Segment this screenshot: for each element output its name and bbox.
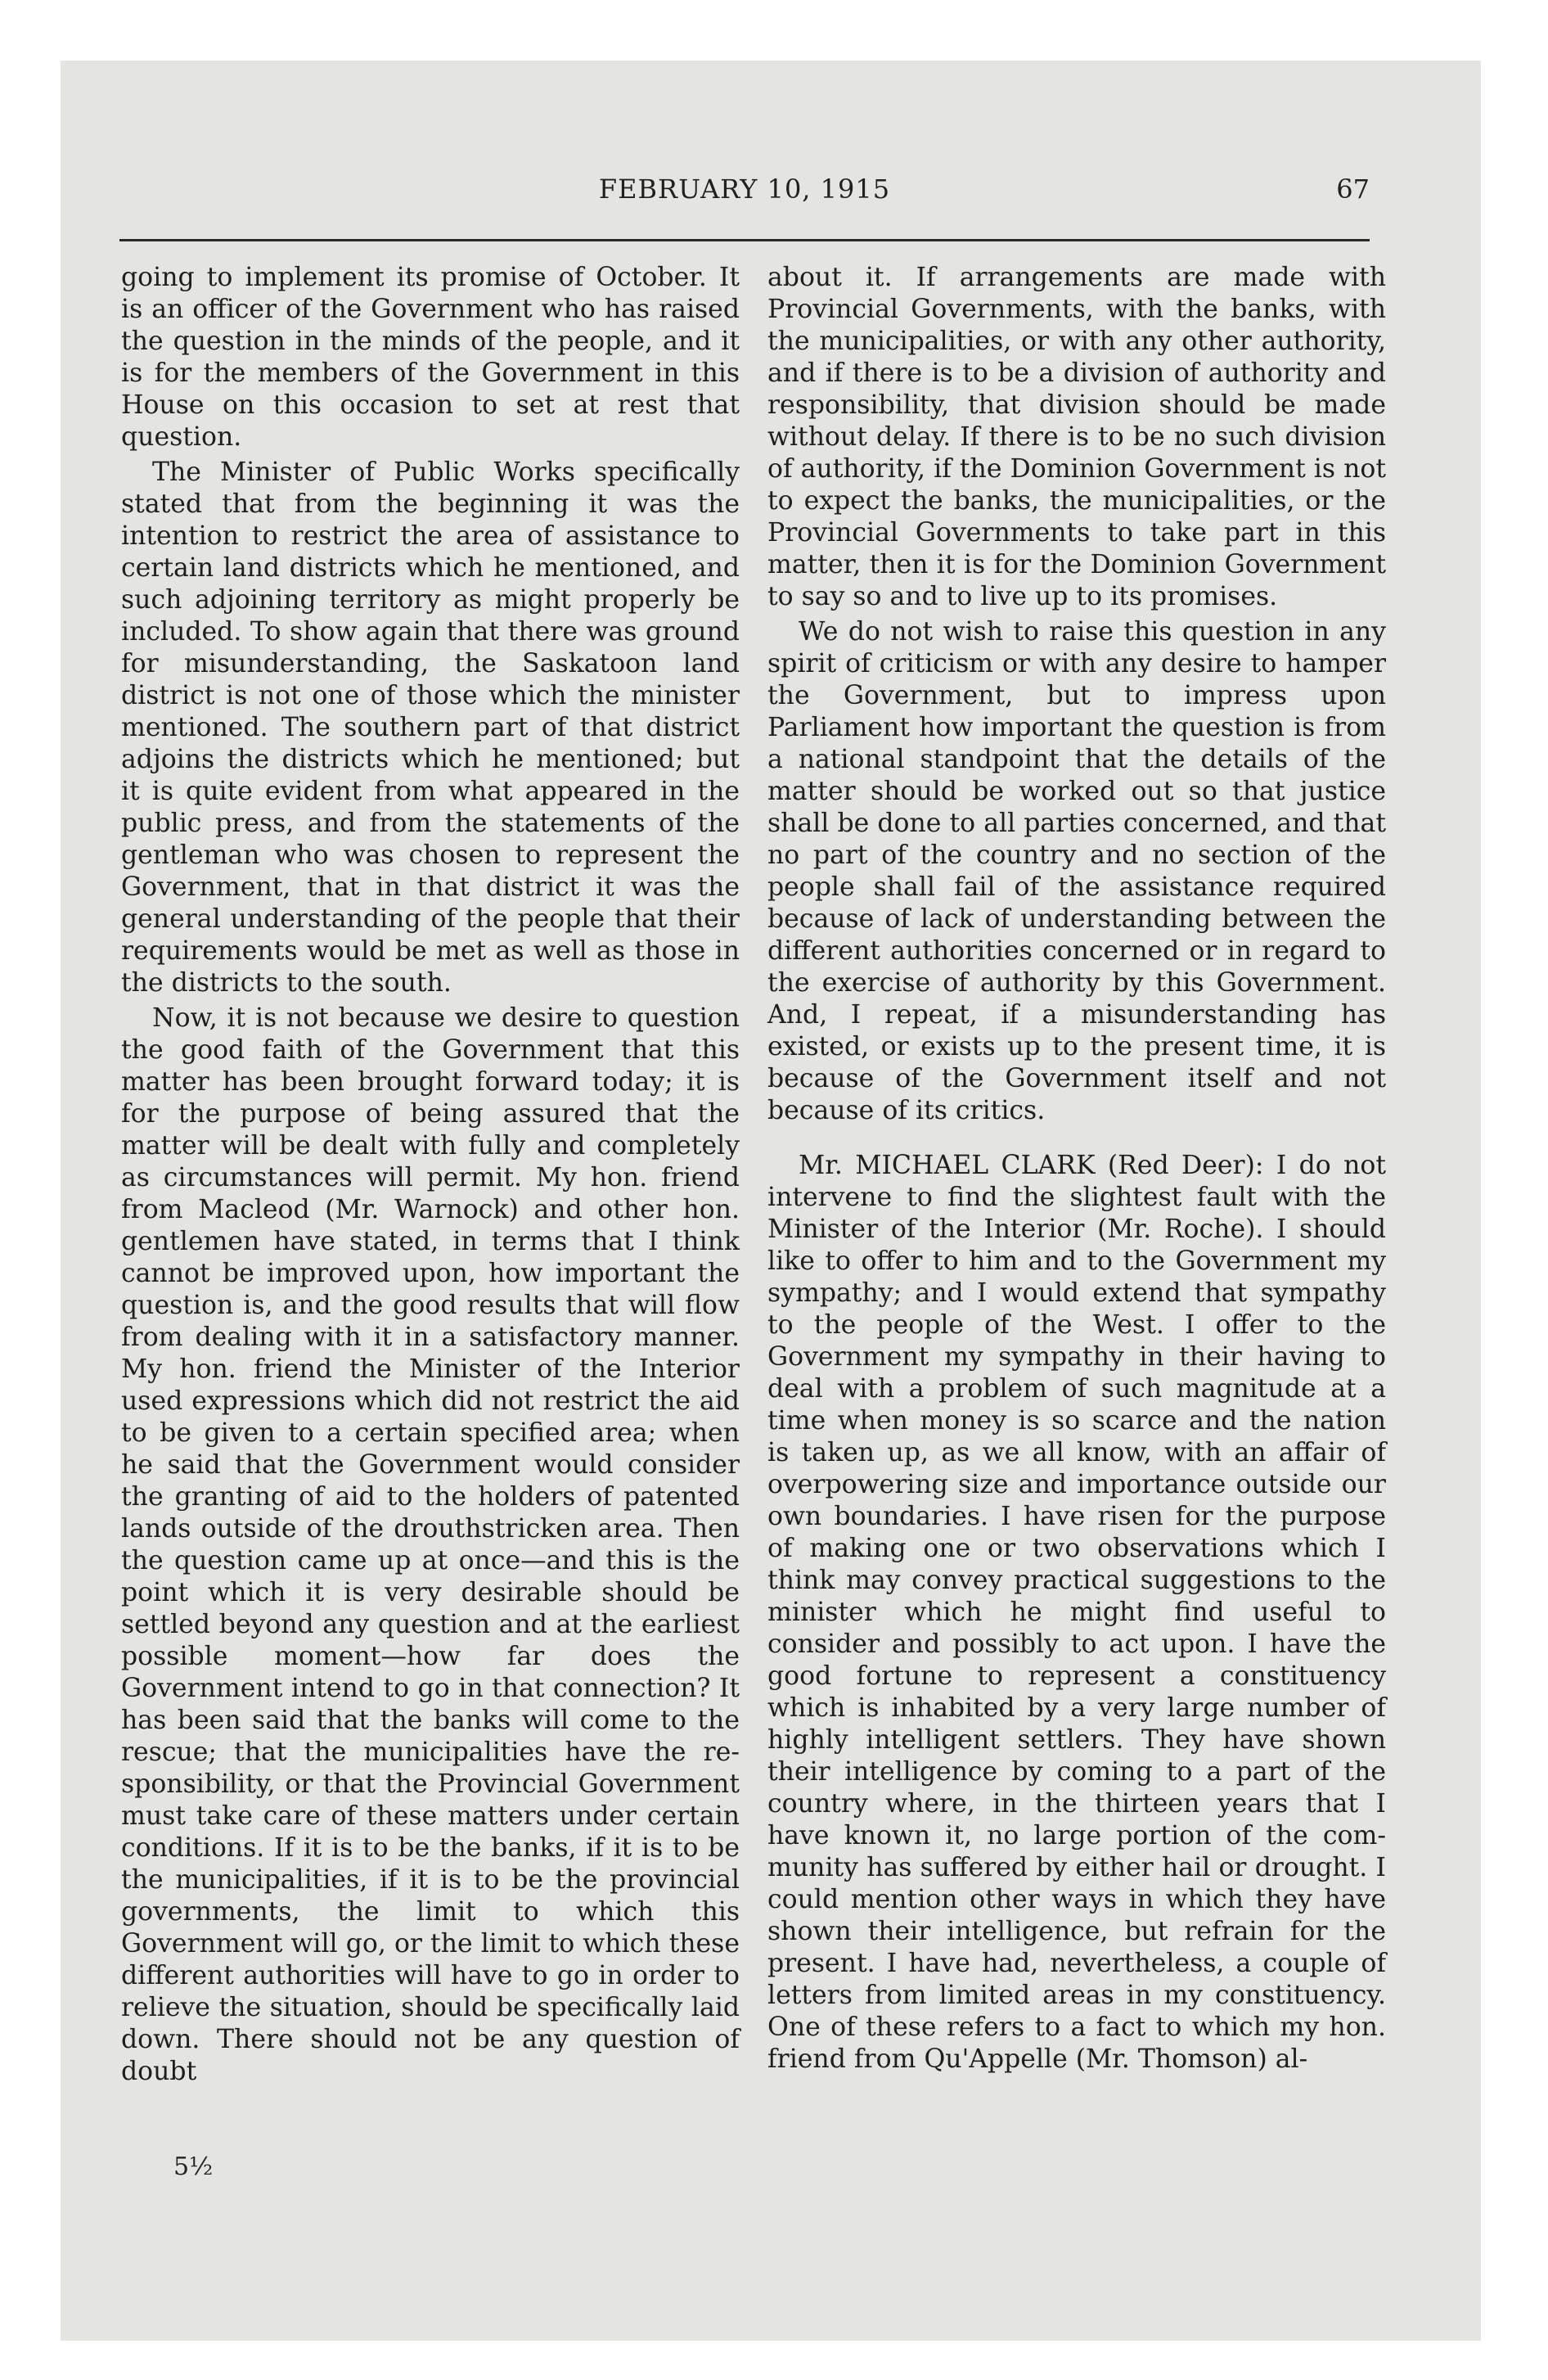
page-date-title: FEBRUARY 10, 1915 [598, 174, 891, 205]
speaker-paragraph: Mr. MICHAEL CLARK (Red Deer): I do not intervene to find the slightest fault with the Minister of the Interior (Mr. Roche). I should like to offer to him and to the Government my sympathy; and I would extend that sympathy to the people of the West. I offer to the Government my sympathy in their having to deal with a problem of such magnitude at a time when money is so scarce and the nation is taken up, as we all know, with an affair of overpowering size and importance outside our own boundaries. I have risen for the purpose of making one or two observations which I think may convey practical suggestions to the minister which he might find useful to consider and possibly to act upon. I have the good fortune to represent a constituency which is inhabited by a very large number of highly intelligent settlers. They have shown their intelligence by coming to a part of the country where, in the thirteen years that I have known it, no large portion of the community has suffered by either hail or drought. I could mention other ways in which they have shown their intelligence, but refrain for the present. I have had, nevertheless, a couple of letters from limited areas in my constituency. One of these refers to a fact to which my hon. friend from Qu'Appelle (Mr. Thomson) al- [767, 1151, 1386, 2074]
right-column [767, 262, 1386, 2076]
paragraph: Now, it is not because we desire to question the good faith of the Government that this matter has been brought forward today; it is for the purpose of being assured that the matter will be dealt with fully and completely as circumstances will permit. My hon. friend from Macleod (Mr. Warnock) and other hon. gentlemen have stated, in terms that I think cannot be improved upon, how important the question is, and the good results that will flow from dealing with it in a satisfactory manner. My hon. friend the Minister of the Interior used expressions which did not restrict the aid to be given to a certain specified area; when he said that the Government would consider the granting of aid to the holders of patented lands outside of the drouthstricken area. Then the question came up at once—and this is the point which it is very desirable should be settled beyond any question and at the earliest possible moment—how far does the Government intend to go in that connection? It has been said that the banks will come to the rescue; that the municipalities have the responsibility, or that the Provincial Government must take care of these matters under certain conditions. If it is to be the banks, if it is to be the municipalities, if it is to be the provincial governments, the limit to which this Government will go, or the limit to which these different authorities will have to go in order to relieve the situation, should be specifically laid down. There should not be any question of doubt [121, 1003, 740, 2086]
signature-mark: 5½ [173, 2152, 214, 2181]
paragraph: about it. If arrangements are made with Provincial Governments, with the banks, with the municipalities, or with any other authority, and if there is to be a division of authority and responsibility, that division should be made without delay. If there is to be no such division of authority, if the Dominion Government is not to expect the banks, the municipalities, or the Provincial Governments to take part in this matter, then it is for the Dominion Government to say so and to live up to its promises. [767, 263, 1386, 611]
header-rule [119, 239, 1370, 241]
page-number: 67 [1336, 174, 1370, 205]
page-header [119, 174, 1370, 213]
paragraph: The Minister of Public Works specifically stated that from the beginning it was the intention to restrict the area of assistance to certain land districts which he mentioned, and such adjoining territory as might properly be included. To show again that there was ground for misunderstanding, the Saskatoon land district is not one of those which the minister mentioned. The southern part of that district adjoins the districts which he mentioned; but it is quite evident from what appeared in the public press, and from the statements of the gentleman who was chosen to represent the Government, that in that district it was the general understanding of the people that their requirements would be met as well as those in the districts to the south. [121, 458, 740, 998]
left-column [121, 262, 740, 2088]
paragraph: We do not wish to raise this question in any spirit of criticism or with any desire to hamper the Government, but to impress upon Parliament how important the question is from a national standpoint that the details of the matter should be worked out so that justice shall be done to all parties concerned, and that no part of the country and no section of the people shall fail of the assistance required because of lack of understanding between the different authorities concerned or in regard to the exercise of authority by this Government. And, I repeat, if a misunderstanding has existed, or exists up to the present time, it is because of the Government itself and not because of its critics. [767, 617, 1386, 1125]
paragraph: going to implement its promise of October. It is an officer of the Government who has raised the question in the minds of the people, and it is for the members of the Government in this House on this occasion to set at rest that question. [121, 263, 740, 452]
